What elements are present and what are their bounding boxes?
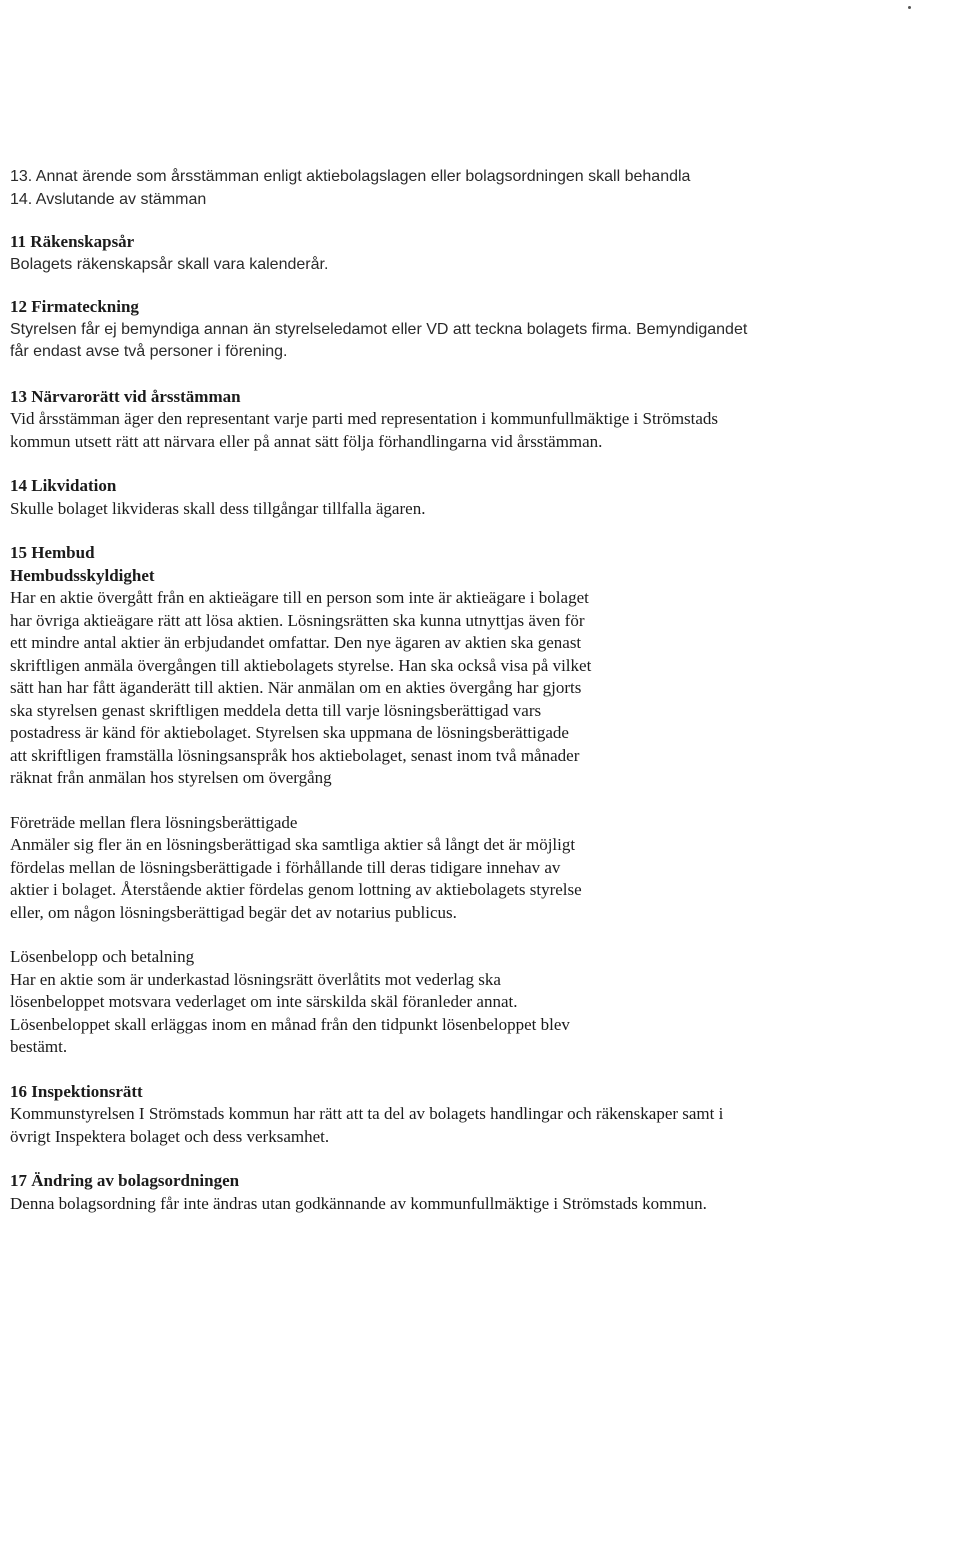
section-text-line: att skriftligen framställa lösningsanspråk hos aktiebolaget, senast inom två månader xyxy=(10,745,580,765)
section-17-andring xyxy=(10,1170,930,1215)
section-text-line: skriftligen anmäla övergången till aktiebolagets styrelse. Han ska också visa på vilket xyxy=(10,655,592,675)
section-text-line: har övriga aktieägare rätt att lösa aktien. Lösningsrätten ska kunna utnyttjas även för xyxy=(10,610,585,630)
section-text-line: postadress är känd för aktiebolaget. Styrelsen ska uppmana de lösningsberättigade xyxy=(10,723,569,742)
agenda-item-14: 14. Avslutande av stämman xyxy=(10,190,207,208)
section-text-line: Skulle bolaget likvideras skall dess tillgångar tillfalla ägaren. xyxy=(10,498,426,518)
section-text-line: Bolagets räkenskapsår skall vara kalenderår. xyxy=(10,255,329,273)
section-text-line: Har en aktie övergått från en aktieägare till en person som inte är aktieägare i bolaget xyxy=(10,588,589,607)
section-text-line: räknat från anmälan hos styrelsen om övergång xyxy=(10,768,332,787)
section-11-rakenskapsar xyxy=(10,231,930,276)
section-text-line: bestämt. xyxy=(10,1037,68,1056)
section-heading: 17 Ändring av bolagsordningen xyxy=(10,1171,240,1190)
section-heading: 13 Närvarorätt vid årsstämman xyxy=(10,386,241,406)
section-text-line: Har en aktie som är underkastad lösningsrätt överlåtits mot vederlag ska xyxy=(10,969,501,989)
section-14-likvidation xyxy=(10,475,930,520)
section-12-firmateckning xyxy=(10,296,930,364)
section-text-line: eller, om någon lösningsberättigad begär det av notarius publicus. xyxy=(10,902,457,922)
agenda-continuation xyxy=(10,166,930,211)
section-heading: 11 Räkenskapsår xyxy=(10,232,135,251)
section-text-line: får endast avse två personer i förening. xyxy=(10,343,288,360)
section-heading: 14 Likvidation xyxy=(10,476,117,495)
agenda-item-13: 13. Annat ärende som årsstämman enligt aktiebolagslagen eller bolagsordningen skall behandla xyxy=(10,168,691,185)
section-text-line: Denna bolagsordning får inte ändras utan godkännande av kommunfullmäktige i Strömstads kommun. xyxy=(10,1193,707,1213)
section-text-line: Anmäler sig fler än en lösningsberättigad ska samtliga aktier så långt det är möjligt xyxy=(10,835,576,854)
section-text-line: Kommunstyrelsen I Strömstads kommun har rätt att ta del av bolagets handlingar och räkenskaper samt i xyxy=(10,1104,724,1123)
subsection-title-foretrade: Företräde mellan flera lösningsberättigade xyxy=(10,812,298,832)
section-text-line: Styrelsen får ej bemyndiga annan än styrelseledamot eller VD att teckna bolagets firma. Bemyndigandet xyxy=(10,320,748,338)
section-text-line: aktier i bolaget. Återstående aktier fördelas genom lottning av aktiebolagets styrelse xyxy=(10,880,582,899)
section-15-hembud xyxy=(10,542,930,1059)
section-text-line: fördelas mellan de lösningsberättigade i förhållande till deras tidigare innehav av xyxy=(10,857,561,877)
section-heading: 16 Inspektionsrätt xyxy=(10,1081,143,1101)
section-text-line: Lösenbeloppet skall erläggas inom en månad från den tidpunkt lösenbeloppet blev xyxy=(10,1014,570,1034)
section-text-line: Vid årsstämman äger den representant varje parti med representation i kommunfullmäktige i Strömstads xyxy=(10,409,719,428)
subsection-title-losenbelopp: Lösenbelopp och betalning xyxy=(10,947,195,966)
scan-speck xyxy=(908,6,911,9)
document-page xyxy=(10,166,930,1215)
section-text-line: sätt han har fått äganderätt till aktien. När anmälan om en akties övergång har gjorts xyxy=(10,678,582,697)
section-text-line: kommun utsett rätt att närvara eller på annat sätt följa förhandlingarna vid årsstämman. xyxy=(10,431,603,451)
section-text-line: ska styrelsen genast skriftligen meddela detta till varje lösningsberättigad vars xyxy=(10,700,542,720)
section-heading: 12 Firmateckning xyxy=(10,297,139,316)
section-13-narvarorat xyxy=(10,386,930,454)
section-heading: 15 Hembud xyxy=(10,543,95,562)
section-text-line: ett mindre antal aktier än erbjudandet omfattar. Den nye ägaren av aktien ska genast xyxy=(10,633,582,652)
section-subheading: Hembudsskyldighet xyxy=(10,565,155,585)
section-text-line: lösenbeloppet motsvara vederlaget om inte särskilda skäl föranleder annat. xyxy=(10,992,518,1011)
section-16-inspektionsratt xyxy=(10,1081,930,1149)
section-text-line: övrigt Inspektera bolaget och dess verksamhet. xyxy=(10,1126,330,1146)
